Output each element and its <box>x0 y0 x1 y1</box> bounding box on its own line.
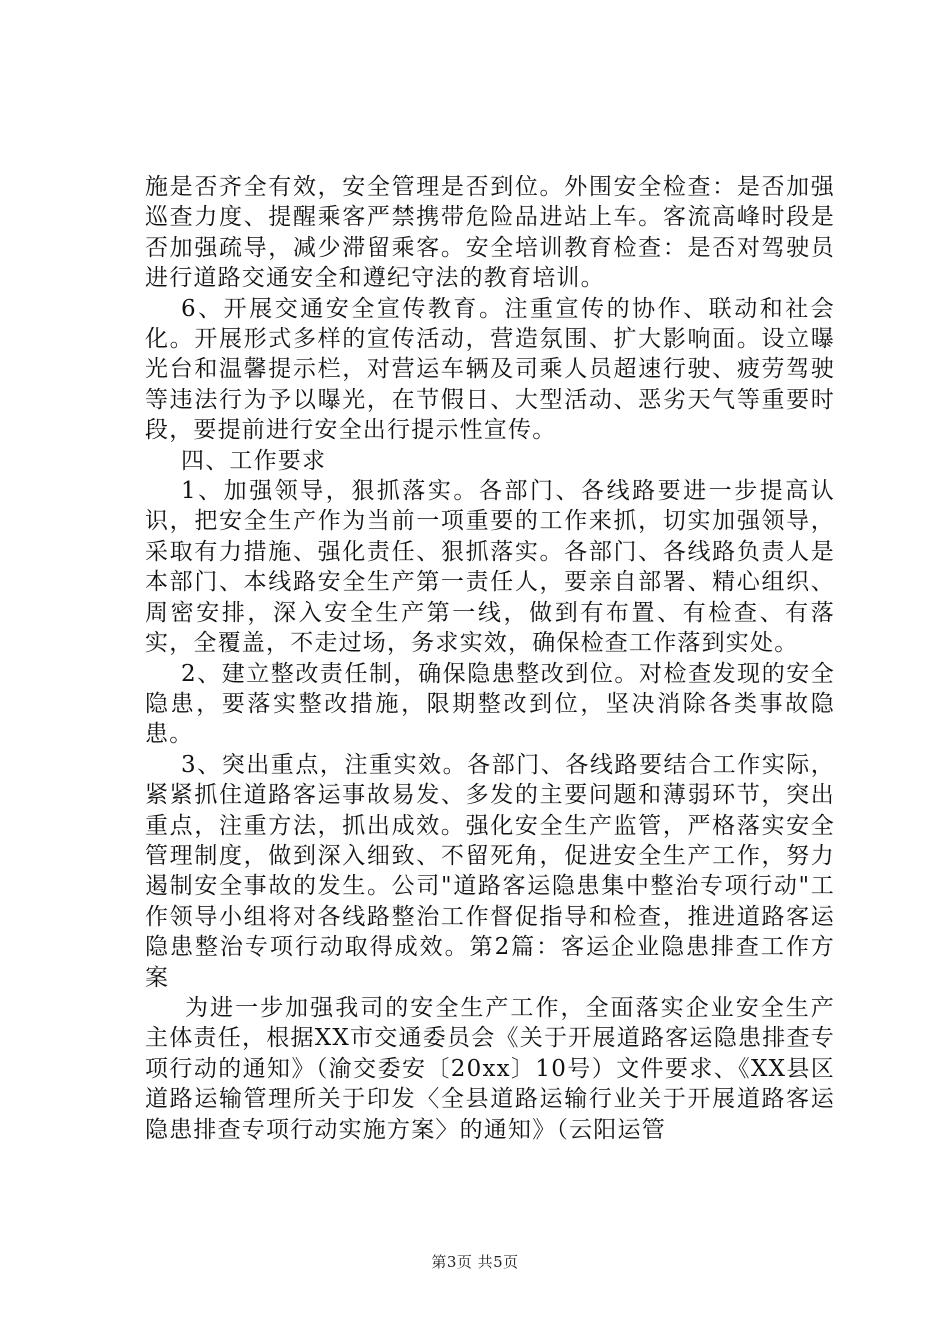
section-heading-work-requirements: 四、工作要求 <box>181 447 327 474</box>
paragraph-strengthen-leadership: 1、加强领导，狠抓落实。各部门、各线路要进一步提高认识，把安全生产作为当前一项重要的工作来抓，切实加强领导，采取有力措施、强化责任、狠抓落实。各部门、各线路负责人是本部门、本线路安全生产第一责任人，要亲自部署、精心组织、周密安排，深入安全生产第一线，做到有布置、有检查、有落实，全覆盖，不走过场，务求实效，确保检查工作落到实处。 <box>145 478 835 657</box>
paragraph-rectification-responsibility: 2、建立整改责任制，确保隐患整改到位。对检查发现的安全隐患，要落实整改措施，限期整改到位，坚决消除各类事故隐患。 <box>145 660 835 748</box>
document-body <box>145 172 835 1145</box>
page-number-footer: 第3页 共5页 <box>431 1253 519 1271</box>
paragraph-safety-inspection-continued: 施是否齐全有效，安全管理是否到位。外围安全检查：是否加强巡查力度、提醒乘客严禁携带危险品进站上车。客流高峰时段是否加强疏导，减少滞留乘客。安全培训教育检查：是否对驾驶员进行道路交通安全和遵纪守法的教育培训。 <box>145 174 835 292</box>
paragraph-traffic-safety-education: 6、开展交通安全宣传教育。注重宣传的协作、联动和社会化。开展形式多样的宣传活动，营造氛围、扩大影响面。设立曝光台和温馨提示栏，对营运车辆及司乘人员超速行驶、疲劳驾驶等违法行为予以曝光，在节假日、大型活动、恶劣天气等重要时段，要提前进行安全出行提示性宣传。 <box>145 295 835 444</box>
paragraph-plan-introduction: 为进一步加强我司的安全生产工作，全面落实企业安全生产主体责任，根据XX市交通委员会《关于开展道路客运隐患排查专项行动的通知》（渝交委安〔20xx〕10号）文件要求、《XX县区道路运输管理所关于印发〈全县道路运输行业关于开展道路客运隐患排查专项行动实施方案〉的通知》（云阳运管 <box>145 994 835 1143</box>
paragraph-highlight-priorities: 3、突出重点，注重实效。各部门、各线路要结合工作实际，紧紧抓住道路客运事故易发、多发的主要问题和薄弱环节，突出重点，注重方法，抓出成效。强化安全生产监管，严格落实安全管理制度，做到深入细致、不留死角，促进安全生产工作，努力遏制安全事故的发生。公司"道路客运隐患集中整治专项行动"工作领导小组将对各线路整治工作督促指导和检查，推进道路客运隐患整治专项行动取得成效。第2篇：客运企业隐患排查工作方案 <box>145 751 835 991</box>
